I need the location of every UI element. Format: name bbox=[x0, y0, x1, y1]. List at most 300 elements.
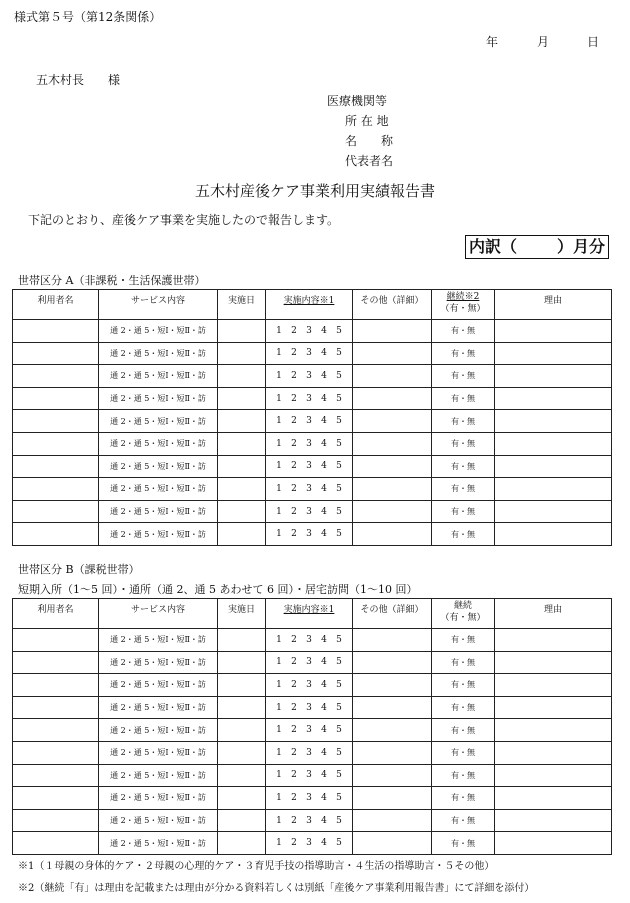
service-options-cell[interactable]: 通 2・通 5・短Ⅰ・短Ⅱ・訪 bbox=[99, 410, 218, 433]
other-detail-cell[interactable] bbox=[353, 696, 432, 719]
content-option-3[interactable]: 3 bbox=[306, 657, 312, 668]
date-cell[interactable] bbox=[218, 387, 266, 410]
continue-yes-no-cell[interactable]: 有・無 bbox=[432, 674, 495, 697]
content-option-5[interactable]: 5 bbox=[336, 634, 342, 645]
content-option-1[interactable]: 1 bbox=[276, 506, 282, 517]
content-option-5[interactable]: 5 bbox=[336, 747, 342, 758]
content-option-2[interactable]: 2 bbox=[291, 483, 297, 494]
content-option-4[interactable]: 4 bbox=[321, 393, 327, 404]
reason-cell[interactable] bbox=[495, 365, 612, 388]
content-number-options bbox=[272, 657, 347, 667]
user-name-cell[interactable] bbox=[13, 719, 99, 742]
content-option-5[interactable]: 5 bbox=[336, 483, 342, 494]
content-option-2[interactable]: 2 bbox=[291, 634, 297, 645]
content-option-3[interactable]: 3 bbox=[306, 702, 312, 713]
content-option-2[interactable]: 2 bbox=[291, 792, 297, 803]
continue-yes-no-cell[interactable]: 有・無 bbox=[432, 478, 495, 501]
content-option-2[interactable]: 2 bbox=[291, 815, 297, 826]
reason-cell[interactable] bbox=[495, 832, 612, 855]
date-cell[interactable] bbox=[218, 432, 266, 455]
continue-yes-no-cell[interactable]: 有・無 bbox=[432, 832, 495, 855]
other-detail-cell[interactable] bbox=[353, 500, 432, 523]
content-option-5[interactable]: 5 bbox=[336, 679, 342, 690]
service-options-cell[interactable]: 通 2・通 5・短Ⅰ・短Ⅱ・訪 bbox=[99, 500, 218, 523]
table-row bbox=[13, 523, 612, 546]
content-option-3[interactable]: 3 bbox=[306, 416, 312, 427]
content-option-4[interactable]: 4 bbox=[321, 506, 327, 517]
other-detail-cell[interactable] bbox=[353, 387, 432, 410]
content-option-1[interactable]: 1 bbox=[276, 393, 282, 404]
other-detail-cell[interactable] bbox=[353, 410, 432, 433]
content-option-2[interactable]: 2 bbox=[291, 416, 297, 427]
section-b-table bbox=[12, 598, 612, 855]
content-option-4[interactable]: 4 bbox=[321, 747, 327, 758]
section-b-heading: 世帯区分 B（課税世帯） bbox=[18, 563, 140, 576]
date-month: 月 bbox=[537, 35, 550, 49]
content-nums-cell[interactable] bbox=[266, 432, 353, 455]
content-option-4[interactable]: 4 bbox=[321, 634, 327, 645]
content-number-options bbox=[272, 770, 347, 780]
col-user-name: 利用者名 bbox=[13, 599, 99, 629]
other-detail-cell[interactable] bbox=[353, 478, 432, 501]
content-number-options bbox=[272, 816, 347, 826]
content-number-options bbox=[272, 748, 347, 758]
date-cell[interactable] bbox=[218, 478, 266, 501]
continue-yes-no-cell[interactable]: 有・無 bbox=[432, 387, 495, 410]
content-option-2[interactable]: 2 bbox=[291, 770, 297, 781]
breakdown-month-box bbox=[465, 235, 609, 259]
user-name-cell[interactable] bbox=[13, 523, 99, 546]
content-option-2[interactable]: 2 bbox=[291, 747, 297, 758]
reason-cell[interactable] bbox=[495, 523, 612, 546]
continue-yes-no-cell[interactable]: 有・無 bbox=[432, 696, 495, 719]
table-row bbox=[13, 741, 612, 764]
content-option-1[interactable]: 1 bbox=[276, 348, 282, 359]
continue-yes-no-cell[interactable]: 有・無 bbox=[432, 320, 495, 343]
issuer-org-label: 医療機関等 bbox=[327, 94, 388, 108]
service-options-cell[interactable]: 通 2・通 5・短Ⅰ・短Ⅱ・訪 bbox=[99, 365, 218, 388]
col-reason: 理由 bbox=[495, 599, 612, 629]
date-cell[interactable] bbox=[218, 719, 266, 742]
content-nums-cell[interactable] bbox=[266, 651, 353, 674]
continue-yes-no-cell[interactable]: 有・無 bbox=[432, 500, 495, 523]
col-continue bbox=[432, 599, 495, 629]
content-option-1[interactable]: 1 bbox=[276, 529, 282, 540]
content-nums-cell[interactable] bbox=[266, 410, 353, 433]
date-cell[interactable] bbox=[218, 696, 266, 719]
content-nums-cell[interactable] bbox=[266, 719, 353, 742]
date-cell[interactable] bbox=[218, 500, 266, 523]
content-option-5[interactable]: 5 bbox=[336, 438, 342, 449]
content-option-3[interactable]: 3 bbox=[306, 815, 312, 826]
content-option-3[interactable]: 3 bbox=[306, 838, 312, 849]
service-options-cell[interactable]: 通 2・通 5・短Ⅰ・短Ⅱ・訪 bbox=[99, 651, 218, 674]
content-option-3[interactable]: 3 bbox=[306, 325, 312, 336]
other-detail-cell[interactable] bbox=[353, 651, 432, 674]
service-options-cell[interactable]: 通 2・通 5・短Ⅰ・短Ⅱ・訪 bbox=[99, 832, 218, 855]
user-name-cell[interactable] bbox=[13, 410, 99, 433]
section-b-subheading: 短期入所（1～5 回）・通所（通 2、通 5 あわせて 6 回）・居宅訪問（1～10 回） bbox=[18, 583, 418, 596]
content-number-options bbox=[272, 507, 347, 517]
other-detail-cell[interactable] bbox=[353, 365, 432, 388]
continue-yes-no-cell[interactable]: 有・無 bbox=[432, 432, 495, 455]
content-option-1[interactable]: 1 bbox=[276, 657, 282, 668]
content-option-5[interactable]: 5 bbox=[336, 657, 342, 668]
date-cell[interactable] bbox=[218, 764, 266, 787]
table-row bbox=[13, 764, 612, 787]
content-nums-cell[interactable] bbox=[266, 696, 353, 719]
footnote-2: ※2（継続「有」は理由を記載または理由が分かる資料若しくは別紙「産後ケア事業利用報告書」にて詳細を添付） bbox=[18, 883, 535, 894]
date-cell[interactable] bbox=[218, 342, 266, 365]
content-number-options bbox=[272, 348, 347, 358]
reason-cell[interactable] bbox=[495, 500, 612, 523]
content-option-4[interactable]: 4 bbox=[321, 815, 327, 826]
other-detail-cell[interactable] bbox=[353, 809, 432, 832]
continue-yes-no-cell[interactable]: 有・無 bbox=[432, 719, 495, 742]
date-cell[interactable] bbox=[218, 651, 266, 674]
content-nums-cell[interactable] bbox=[266, 320, 353, 343]
user-name-cell[interactable] bbox=[13, 629, 99, 652]
reason-cell[interactable] bbox=[495, 674, 612, 697]
content-option-2[interactable]: 2 bbox=[291, 325, 297, 336]
user-name-cell[interactable] bbox=[13, 809, 99, 832]
service-options-cell[interactable]: 通 2・通 5・短Ⅰ・短Ⅱ・訪 bbox=[99, 696, 218, 719]
content-option-1[interactable]: 1 bbox=[276, 325, 282, 336]
content-option-1[interactable]: 1 bbox=[276, 815, 282, 826]
content-option-3[interactable]: 3 bbox=[306, 461, 312, 472]
col-reason: 理由 bbox=[495, 290, 612, 320]
reason-cell[interactable] bbox=[495, 741, 612, 764]
other-detail-cell[interactable] bbox=[353, 342, 432, 365]
content-option-4[interactable]: 4 bbox=[321, 725, 327, 736]
content-option-4[interactable]: 4 bbox=[321, 325, 327, 336]
service-options-cell[interactable]: 通 2・通 5・短Ⅰ・短Ⅱ・訪 bbox=[99, 387, 218, 410]
content-number-options bbox=[272, 394, 347, 404]
continue-yes-no-cell[interactable]: 有・無 bbox=[432, 651, 495, 674]
content-option-4[interactable]: 4 bbox=[321, 657, 327, 668]
date-cell[interactable] bbox=[218, 809, 266, 832]
addressee: 五木村長 様 bbox=[36, 73, 121, 87]
user-name-cell[interactable] bbox=[13, 741, 99, 764]
reason-cell[interactable] bbox=[495, 410, 612, 433]
issuer-name-label: 名 称 bbox=[345, 134, 394, 148]
reason-cell[interactable] bbox=[495, 809, 612, 832]
date-cell[interactable] bbox=[218, 674, 266, 697]
other-detail-cell[interactable] bbox=[353, 320, 432, 343]
other-detail-cell[interactable] bbox=[353, 523, 432, 546]
continue-yes-no-cell[interactable]: 有・無 bbox=[432, 342, 495, 365]
user-name-cell[interactable] bbox=[13, 478, 99, 501]
reason-cell[interactable] bbox=[495, 387, 612, 410]
content-option-5[interactable]: 5 bbox=[336, 725, 342, 736]
service-options-cell[interactable]: 通 2・通 5・短Ⅰ・短Ⅱ・訪 bbox=[99, 342, 218, 365]
service-options-cell[interactable]: 通 2・通 5・短Ⅰ・短Ⅱ・訪 bbox=[99, 809, 218, 832]
content-option-1[interactable]: 1 bbox=[276, 770, 282, 781]
content-option-1[interactable]: 1 bbox=[276, 838, 282, 849]
continue-yes-no-cell[interactable]: 有・無 bbox=[432, 809, 495, 832]
content-number-options bbox=[272, 725, 347, 735]
service-options-cell[interactable]: 通 2・通 5・短Ⅰ・短Ⅱ・訪 bbox=[99, 432, 218, 455]
content-nums-cell[interactable] bbox=[266, 523, 353, 546]
reason-cell[interactable] bbox=[495, 696, 612, 719]
continue-yes-no-cell[interactable]: 有・無 bbox=[432, 741, 495, 764]
other-detail-cell[interactable] bbox=[353, 432, 432, 455]
content-option-4[interactable]: 4 bbox=[321, 483, 327, 494]
continue-yes-no-cell[interactable]: 有・無 bbox=[432, 629, 495, 652]
content-option-4[interactable]: 4 bbox=[321, 529, 327, 540]
date-year: 年 bbox=[486, 35, 499, 49]
user-name-cell[interactable] bbox=[13, 365, 99, 388]
reason-cell[interactable] bbox=[495, 320, 612, 343]
continue-yes-no-cell[interactable]: 有・無 bbox=[432, 523, 495, 546]
content-option-3[interactable]: 3 bbox=[306, 370, 312, 381]
table-row bbox=[13, 696, 612, 719]
content-option-5[interactable]: 5 bbox=[336, 770, 342, 781]
content-number-options bbox=[272, 635, 347, 645]
content-option-1[interactable]: 1 bbox=[276, 438, 282, 449]
date-cell[interactable] bbox=[218, 523, 266, 546]
content-option-3[interactable]: 3 bbox=[306, 393, 312, 404]
reason-cell[interactable] bbox=[495, 478, 612, 501]
content-option-1[interactable]: 1 bbox=[276, 634, 282, 645]
content-option-5[interactable]: 5 bbox=[336, 838, 342, 849]
content-nums-cell[interactable] bbox=[266, 629, 353, 652]
col-continue-sub: （有・無） bbox=[440, 613, 486, 623]
content-option-1[interactable]: 1 bbox=[276, 747, 282, 758]
user-name-cell[interactable] bbox=[13, 387, 99, 410]
table-row bbox=[13, 432, 612, 455]
user-name-cell[interactable] bbox=[13, 651, 99, 674]
date-cell[interactable] bbox=[218, 787, 266, 810]
service-options-cell[interactable]: 通 2・通 5・短Ⅰ・短Ⅱ・訪 bbox=[99, 455, 218, 478]
user-name-cell[interactable] bbox=[13, 432, 99, 455]
reason-cell[interactable] bbox=[495, 455, 612, 478]
content-option-2[interactable]: 2 bbox=[291, 348, 297, 359]
service-options-cell[interactable]: 通 2・通 5・短Ⅰ・短Ⅱ・訪 bbox=[99, 523, 218, 546]
content-option-5[interactable]: 5 bbox=[336, 792, 342, 803]
table-row bbox=[13, 342, 612, 365]
content-number-options bbox=[272, 680, 347, 690]
content-option-5[interactable]: 5 bbox=[336, 348, 342, 359]
content-option-3[interactable]: 3 bbox=[306, 634, 312, 645]
content-nums-cell[interactable] bbox=[266, 455, 353, 478]
table-row bbox=[13, 651, 612, 674]
footnote-1: ※1（１母親の身体的ケア・２母親の心理的ケア・３育児手技の指導助言・４生活の指導助言・５その他） bbox=[18, 861, 495, 872]
date-cell[interactable] bbox=[218, 629, 266, 652]
content-option-4[interactable]: 4 bbox=[321, 348, 327, 359]
content-option-4[interactable]: 4 bbox=[321, 838, 327, 849]
content-option-5[interactable]: 5 bbox=[336, 529, 342, 540]
user-name-cell[interactable] bbox=[13, 696, 99, 719]
content-option-4[interactable]: 4 bbox=[321, 461, 327, 472]
content-option-1[interactable]: 1 bbox=[276, 679, 282, 690]
content-option-3[interactable]: 3 bbox=[306, 770, 312, 781]
content-option-5[interactable]: 5 bbox=[336, 815, 342, 826]
content-option-3[interactable]: 3 bbox=[306, 506, 312, 517]
content-option-1[interactable]: 1 bbox=[276, 461, 282, 472]
table-row bbox=[13, 809, 612, 832]
content-option-1[interactable]: 1 bbox=[276, 416, 282, 427]
content-nums-cell[interactable] bbox=[266, 741, 353, 764]
reason-cell[interactable] bbox=[495, 629, 612, 652]
content-option-3[interactable]: 3 bbox=[306, 438, 312, 449]
date-cell[interactable] bbox=[218, 455, 266, 478]
content-nums-cell[interactable] bbox=[266, 809, 353, 832]
content-option-4[interactable]: 4 bbox=[321, 679, 327, 690]
user-name-cell[interactable] bbox=[13, 342, 99, 365]
table-row bbox=[13, 455, 612, 478]
breakdown-suffix: ）月分 bbox=[556, 237, 605, 256]
reason-cell[interactable] bbox=[495, 719, 612, 742]
date-cell[interactable] bbox=[218, 741, 266, 764]
breakdown-prefix: 内訳（ bbox=[469, 237, 518, 256]
service-options-cell[interactable]: 通 2・通 5・短Ⅰ・短Ⅱ・訪 bbox=[99, 787, 218, 810]
col-continue bbox=[432, 290, 495, 320]
content-option-3[interactable]: 3 bbox=[306, 483, 312, 494]
intro-text: 下記のとおり、産後ケア事業を実施したので報告します。 bbox=[28, 213, 340, 227]
date-day: 日 bbox=[587, 35, 600, 49]
form-number: 様式第５号（第12条関係） bbox=[14, 10, 162, 24]
other-detail-cell[interactable] bbox=[353, 674, 432, 697]
other-detail-cell[interactable] bbox=[353, 787, 432, 810]
other-detail-cell[interactable] bbox=[353, 455, 432, 478]
content-option-1[interactable]: 1 bbox=[276, 792, 282, 803]
continue-yes-no-cell[interactable]: 有・無 bbox=[432, 455, 495, 478]
reason-cell[interactable] bbox=[495, 764, 612, 787]
other-detail-cell[interactable] bbox=[353, 719, 432, 742]
content-option-5[interactable]: 5 bbox=[336, 370, 342, 381]
col-service: サービス内容 bbox=[99, 599, 218, 629]
table-row bbox=[13, 478, 612, 501]
content-option-2[interactable]: 2 bbox=[291, 529, 297, 540]
content-option-5[interactable]: 5 bbox=[336, 393, 342, 404]
col-continue-sub: （有・無） bbox=[440, 304, 486, 314]
reason-cell[interactable] bbox=[495, 432, 612, 455]
content-option-3[interactable]: 3 bbox=[306, 725, 312, 736]
user-name-cell[interactable] bbox=[13, 832, 99, 855]
user-name-cell[interactable] bbox=[13, 500, 99, 523]
service-options-cell[interactable]: 通 2・通 5・短Ⅰ・短Ⅱ・訪 bbox=[99, 674, 218, 697]
service-options-cell[interactable]: 通 2・通 5・短Ⅰ・短Ⅱ・訪 bbox=[99, 629, 218, 652]
user-name-cell[interactable] bbox=[13, 455, 99, 478]
date-cell[interactable] bbox=[218, 832, 266, 855]
service-options-cell[interactable]: 通 2・通 5・短Ⅰ・短Ⅱ・訪 bbox=[99, 478, 218, 501]
table-row bbox=[13, 787, 612, 810]
col-content-label: 実施内容※1 bbox=[283, 605, 335, 615]
content-nums-cell[interactable] bbox=[266, 500, 353, 523]
content-option-1[interactable]: 1 bbox=[276, 702, 282, 713]
content-option-4[interactable]: 4 bbox=[321, 438, 327, 449]
content-option-5[interactable]: 5 bbox=[336, 506, 342, 517]
issuer-rep-label: 代表者名 bbox=[345, 154, 394, 168]
content-nums-cell[interactable] bbox=[266, 365, 353, 388]
date-cell[interactable] bbox=[218, 320, 266, 343]
content-nums-cell[interactable] bbox=[266, 832, 353, 855]
col-other: その他（詳細） bbox=[353, 290, 432, 320]
user-name-cell[interactable] bbox=[13, 764, 99, 787]
reason-cell[interactable] bbox=[495, 651, 612, 674]
user-name-cell[interactable] bbox=[13, 787, 99, 810]
content-option-3[interactable]: 3 bbox=[306, 529, 312, 540]
content-nums-cell[interactable] bbox=[266, 764, 353, 787]
service-options-cell[interactable]: 通 2・通 5・短Ⅰ・短Ⅱ・訪 bbox=[99, 741, 218, 764]
col-content bbox=[266, 599, 353, 629]
content-number-options bbox=[272, 439, 347, 449]
content-nums-cell[interactable] bbox=[266, 342, 353, 365]
date-cell[interactable] bbox=[218, 410, 266, 433]
other-detail-cell[interactable] bbox=[353, 629, 432, 652]
content-number-options bbox=[272, 326, 347, 336]
content-option-1[interactable]: 1 bbox=[276, 725, 282, 736]
user-name-cell[interactable] bbox=[13, 320, 99, 343]
content-option-2[interactable]: 2 bbox=[291, 438, 297, 449]
content-option-1[interactable]: 1 bbox=[276, 370, 282, 381]
service-options-cell[interactable]: 通 2・通 5・短Ⅰ・短Ⅱ・訪 bbox=[99, 320, 218, 343]
content-option-4[interactable]: 4 bbox=[321, 770, 327, 781]
content-number-options bbox=[272, 484, 347, 494]
service-options-cell[interactable]: 通 2・通 5・短Ⅰ・短Ⅱ・訪 bbox=[99, 764, 218, 787]
content-option-4[interactable]: 4 bbox=[321, 792, 327, 803]
content-option-3[interactable]: 3 bbox=[306, 792, 312, 803]
content-option-5[interactable]: 5 bbox=[336, 702, 342, 713]
content-option-2[interactable]: 2 bbox=[291, 393, 297, 404]
continue-yes-no-cell[interactable]: 有・無 bbox=[432, 764, 495, 787]
user-name-cell[interactable] bbox=[13, 674, 99, 697]
continue-yes-no-cell[interactable]: 有・無 bbox=[432, 365, 495, 388]
content-option-2[interactable]: 2 bbox=[291, 461, 297, 472]
content-option-4[interactable]: 4 bbox=[321, 370, 327, 381]
content-option-2[interactable]: 2 bbox=[291, 506, 297, 517]
service-options-cell[interactable]: 通 2・通 5・短Ⅰ・短Ⅱ・訪 bbox=[99, 719, 218, 742]
other-detail-cell[interactable] bbox=[353, 741, 432, 764]
content-option-2[interactable]: 2 bbox=[291, 702, 297, 713]
content-option-4[interactable]: 4 bbox=[321, 702, 327, 713]
content-nums-cell[interactable] bbox=[266, 387, 353, 410]
content-option-1[interactable]: 1 bbox=[276, 483, 282, 494]
content-number-options bbox=[272, 793, 347, 803]
reason-cell[interactable] bbox=[495, 342, 612, 365]
section-a-table bbox=[12, 289, 612, 546]
reason-cell[interactable] bbox=[495, 787, 612, 810]
content-option-3[interactable]: 3 bbox=[306, 747, 312, 758]
other-detail-cell[interactable] bbox=[353, 764, 432, 787]
continue-yes-no-cell[interactable]: 有・無 bbox=[432, 410, 495, 433]
content-nums-cell[interactable] bbox=[266, 478, 353, 501]
content-option-2[interactable]: 2 bbox=[291, 657, 297, 668]
table-row bbox=[13, 500, 612, 523]
content-nums-cell[interactable] bbox=[266, 787, 353, 810]
continue-yes-no-cell[interactable]: 有・無 bbox=[432, 787, 495, 810]
content-option-3[interactable]: 3 bbox=[306, 679, 312, 690]
content-option-2[interactable]: 2 bbox=[291, 725, 297, 736]
other-detail-cell[interactable] bbox=[353, 832, 432, 855]
content-option-5[interactable]: 5 bbox=[336, 416, 342, 427]
content-option-5[interactable]: 5 bbox=[336, 325, 342, 336]
col-date: 実施日 bbox=[218, 599, 266, 629]
content-option-5[interactable]: 5 bbox=[336, 461, 342, 472]
content-option-2[interactable]: 2 bbox=[291, 370, 297, 381]
content-option-3[interactable]: 3 bbox=[306, 348, 312, 359]
content-number-options bbox=[272, 529, 347, 539]
content-option-4[interactable]: 4 bbox=[321, 416, 327, 427]
content-number-options bbox=[272, 703, 347, 713]
content-number-options bbox=[272, 461, 347, 471]
content-option-2[interactable]: 2 bbox=[291, 838, 297, 849]
date-cell[interactable] bbox=[218, 365, 266, 388]
content-option-2[interactable]: 2 bbox=[291, 679, 297, 690]
table-row bbox=[13, 674, 612, 697]
content-nums-cell[interactable] bbox=[266, 674, 353, 697]
